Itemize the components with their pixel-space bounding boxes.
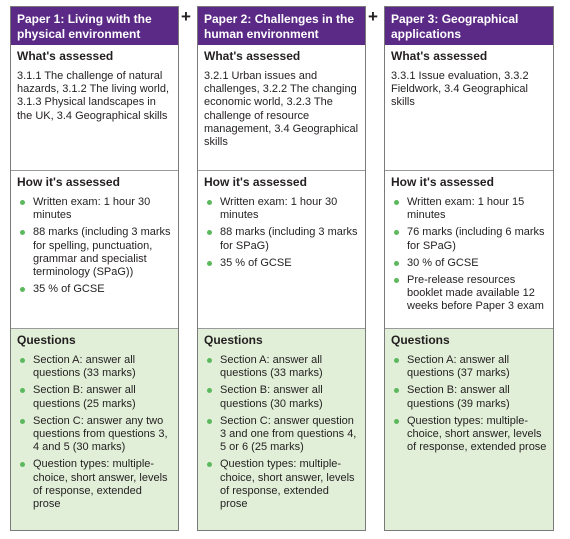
list-item: Question types: multiple-choice, short answer, levels of response, extended prose: [17, 458, 172, 511]
paper-3-how-assessed: [385, 170, 553, 328]
list-item: Pre-release resources booklet made available 12 weeks before Paper 3 exam: [391, 274, 547, 314]
how-assessed-list: [204, 196, 359, 270]
list-item: 76 marks (including 6 marks for SPaG): [391, 226, 547, 252]
paper-1-title: Paper 1: Living with the physical environment: [11, 7, 178, 45]
paper-3-title: Paper 3: Geographical applications: [385, 7, 553, 45]
questions-list: [391, 354, 547, 454]
questions-list: [204, 354, 359, 511]
how-assessed-heading: How it's assessed: [17, 175, 120, 189]
how-assessed-list: [17, 196, 172, 296]
list-item: Section C: answer any two questions from questions 3, 4 and 5 (30 marks): [17, 415, 172, 455]
list-item: 88 marks (including 3 marks for spelling, punctuation, grammar and specialist terminology (SPaG)): [17, 226, 172, 279]
questions-list: [17, 354, 172, 511]
plus-separator: +: [181, 7, 191, 26]
list-item: Section B: answer all questions (39 marks): [391, 384, 547, 410]
paper-3-whats-assessed: [385, 45, 553, 170]
list-item: Question types: multiple-choice, short answer, levels of response, extended prose: [391, 415, 547, 455]
questions-heading: Questions: [17, 333, 76, 347]
whats-assessed-text: 3.3.1 Issue evaluation, 3.3.2 Fieldwork, 3.4 Geographical skills: [391, 70, 529, 109]
paper-2-questions: [198, 328, 365, 530]
list-item: Written exam: 1 hour 30 minutes: [17, 196, 172, 222]
how-assessed-list: [391, 196, 547, 314]
list-item: Written exam: 1 hour 30 minutes: [204, 196, 359, 222]
list-item: 35 % of GCSE: [204, 257, 359, 270]
questions-heading: Questions: [391, 333, 450, 347]
list-item: Written exam: 1 hour 15 minutes: [391, 196, 547, 222]
paper-1-whats-assessed: [11, 45, 178, 170]
paper-2-whats-assessed: [198, 45, 365, 170]
list-item: Section B: answer all questions (30 marks): [204, 384, 359, 410]
list-item: Section B: answer all questions (25 marks): [17, 384, 172, 410]
list-item: 35 % of GCSE: [17, 283, 172, 296]
whats-assessed-heading: What's assessed: [17, 49, 114, 63]
questions-heading: Questions: [204, 333, 263, 347]
whats-assessed-text: 3.1.1 The challenge of natural hazards, 3.1.2 The living world, 3.1.3 Physical landscapes in the UK, 3.4 Geographical skills: [17, 70, 170, 122]
list-item: Section A: answer all questions (37 marks): [391, 354, 547, 380]
how-assessed-heading: How it's assessed: [204, 175, 307, 189]
whats-assessed-text: 3.2.1 Urban issues and challenges, 3.2.2 The changing economic world, 3.2.3 The challenge of resource management, 3.4 Geographical skills: [204, 70, 359, 149]
list-item: Section C: answer question 3 and one from questions 4, 5 or 6 (25 marks): [204, 415, 359, 455]
list-item: 30 % of GCSE: [391, 257, 547, 270]
how-assessed-heading: How it's assessed: [391, 175, 494, 189]
list-item: 88 marks (including 3 marks for SPaG): [204, 226, 359, 252]
paper-2-title: Paper 2: Challenges in the human environment: [198, 7, 365, 45]
paper-2-column: [197, 6, 366, 531]
plus-separator: +: [368, 7, 378, 26]
list-item: Question types: multiple-choice, short answer, levels of response, extended prose: [204, 458, 359, 511]
whats-assessed-heading: What's assessed: [391, 49, 488, 63]
list-item: Section A: answer all questions (33 marks): [204, 354, 359, 380]
list-item: Section A: answer all questions (33 marks): [17, 354, 172, 380]
paper-3-questions: [385, 328, 553, 530]
paper-1-how-assessed: [11, 170, 178, 328]
paper-2-how-assessed: [198, 170, 365, 328]
paper-3-column: [384, 6, 554, 531]
paper-1-column: [10, 6, 179, 531]
whats-assessed-heading: What's assessed: [204, 49, 301, 63]
paper-1-questions: [11, 328, 178, 530]
